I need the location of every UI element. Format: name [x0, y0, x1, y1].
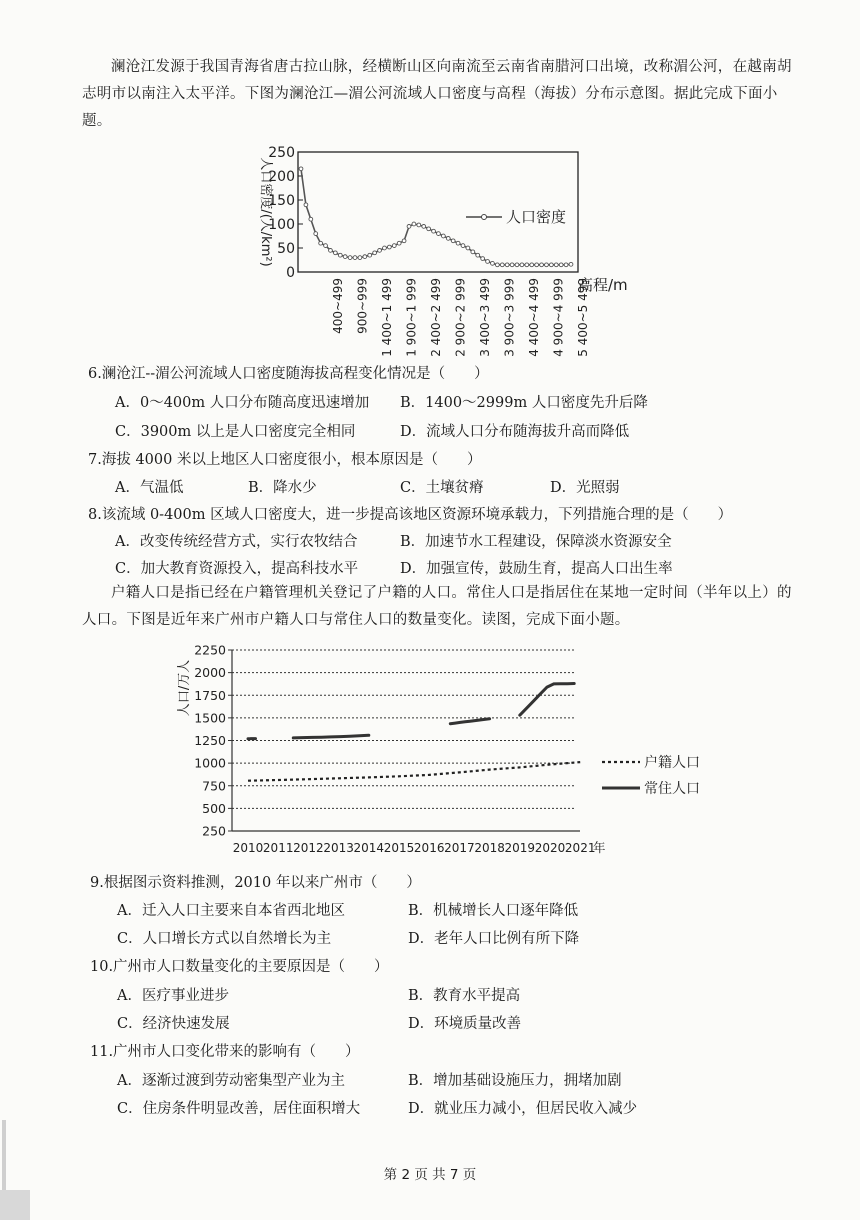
- chart1-data-point: [333, 251, 337, 255]
- q8-option-b[interactable]: B．加速节水工程建设，保障淡水资源安全: [400, 530, 672, 551]
- chart1-data-point: [299, 167, 303, 171]
- chart1-data-point: [343, 255, 347, 259]
- chart1-data-point: [456, 241, 460, 245]
- chart2-xtick-label: 2013: [323, 841, 354, 855]
- chart1-xtick-label: 3 900~3 999: [503, 278, 517, 357]
- chart1-legend-label: 人口密度: [506, 208, 566, 226]
- chart1-data-point: [314, 232, 318, 236]
- chart1-data-point: [520, 263, 524, 267]
- chart1-xtick-label: 2 400~2 499: [429, 278, 443, 357]
- chart1-data-point: [309, 217, 313, 221]
- chart1-data-point: [446, 237, 450, 241]
- chart2-legend-resident-label: 常住人口: [644, 780, 700, 797]
- chart1-data-point: [515, 263, 519, 267]
- chart1-data-point: [304, 203, 308, 207]
- chart2-xticks: [233, 841, 596, 855]
- chart1-data-point: [348, 256, 352, 260]
- q11-stem: 11.广州市人口变化带来的影响有（ ）: [90, 1040, 360, 1061]
- chart2-ytick-label: 1250: [194, 733, 226, 748]
- q8-option-d[interactable]: D．加强宣传，鼓励生育，提高人口出生率: [400, 557, 673, 578]
- q9-option-b[interactable]: B．机械增长人口逐年降低: [408, 899, 578, 920]
- chart2-resident-segment: [520, 684, 574, 716]
- q9-option-d[interactable]: D．老年人口比例有所下降: [408, 927, 579, 948]
- chart2-xtick-label: 2020: [535, 841, 566, 855]
- chart1-data-point: [358, 256, 362, 260]
- q10-option-c[interactable]: C．经济快速发展: [117, 1012, 230, 1033]
- chart1-ytick-label: 150: [268, 193, 295, 209]
- chart2-yticks: [194, 643, 232, 839]
- chart1-data-point: [432, 229, 436, 233]
- chart2-ytick-label: 2000: [194, 665, 226, 680]
- elevation-density-chart: [240, 140, 620, 355]
- chart1-data-point: [353, 256, 357, 260]
- passage-1: 澜沧江发源于我国青海省唐古拉山脉，经横断山区向南流至云南省南腊河口出境，改称湄公河，在越南胡志明市以南注入太平洋。下图为澜沧江—湄公河流域人口密度与高程（海拔）分布示意图。据此完成下面小题。: [82, 54, 806, 135]
- chart1-data-point: [476, 253, 480, 257]
- chart1-data-point: [466, 246, 470, 250]
- chart1-xlabel: 高程/m: [578, 276, 628, 294]
- chart2-resident-segment: [293, 735, 369, 738]
- chart2-xunit: 年: [593, 840, 606, 855]
- chart1-xtick-label: 5 400~5 499: [576, 278, 590, 357]
- chart1-data-point: [427, 227, 431, 231]
- chart1-data-point: [564, 263, 568, 267]
- chart2-xtick-label: 2014: [354, 841, 385, 855]
- chart1-data-point: [397, 241, 401, 245]
- chart1-data-point: [441, 234, 445, 238]
- chart2-ytick-label: 750: [202, 778, 226, 793]
- chart1-data-point: [491, 261, 495, 265]
- chart1-xtick-label: 1 900~1 999: [405, 278, 419, 357]
- q10-option-a[interactable]: A．医疗事业进步: [117, 984, 229, 1005]
- chart1-xtick-label: 3 400~3 499: [478, 278, 492, 357]
- chart2-xtick-label: 2016: [414, 841, 445, 855]
- q7-option-a[interactable]: A．气温低: [115, 476, 183, 497]
- chart1-data-point: [461, 244, 465, 248]
- chart1-legend-marker: [482, 215, 487, 220]
- chart1-data-point: [392, 244, 396, 248]
- chart2-ytick-label: 250: [202, 824, 226, 839]
- chart1-data-point: [412, 222, 416, 226]
- chart1-data-point: [500, 263, 504, 267]
- chart1-data-point: [486, 260, 490, 264]
- guangzhou-population-chart: [170, 640, 730, 865]
- q9-stem: 9.根据图示资料推测，2010 年以来广州市（ ）: [90, 871, 421, 892]
- q9-option-c[interactable]: C．人口增长方式以自然增长为主: [117, 927, 331, 948]
- q10-option-b[interactable]: B．教育水平提高: [408, 984, 520, 1005]
- scan-edge-artifact: [0, 1020, 30, 1220]
- chart1-data-point: [554, 263, 558, 267]
- chart1-data-point: [549, 263, 553, 267]
- q11-option-d[interactable]: D．就业压力减小，但居民收入减少: [408, 1097, 637, 1118]
- chart2-resident-line: [248, 684, 574, 739]
- q10-stem: 10.广州市人口数量变化的主要原因是（ ）: [90, 955, 389, 976]
- chart1-data-point: [378, 249, 382, 253]
- chart2-ytick-label: 1750: [194, 688, 226, 703]
- chart2-xtick-label: 2021: [565, 841, 596, 855]
- chart1-data-point: [530, 263, 534, 267]
- chart2-ylabel: 人口/万人: [177, 660, 192, 716]
- chart1-data-point: [368, 253, 372, 257]
- chart1-data-point: [407, 225, 411, 229]
- chart1-xtick-label: 400~499: [331, 278, 345, 334]
- chart1-xtick-label: 2 900~2 999: [454, 278, 468, 357]
- chart2-resident-segment: [450, 719, 489, 724]
- q11-option-a[interactable]: A．逐渐过渡到劳动密集型产业为主: [117, 1069, 345, 1090]
- passage-2: 户籍人口是指已经在户籍管理机关登记了户籍的人口。常住人口是指居住在某地一定时间（半年以上）的人口。下图是近年来广州市户籍人口与常住人口的数量变化。读图，完成下面小题。: [82, 580, 806, 634]
- chart1-data-point: [481, 257, 485, 261]
- chart1-data-point: [505, 263, 509, 267]
- page-number: 第 2 页 共 7 页: [0, 1163, 860, 1183]
- chart1-xticks: [331, 278, 590, 357]
- chart1-xtick-label: 4 400~4 499: [527, 278, 541, 357]
- chart2-gridlines: [232, 650, 575, 808]
- chart2-xtick-label: 2010: [233, 841, 264, 855]
- chart1-data-point: [383, 246, 387, 250]
- chart1-data-point: [451, 239, 455, 243]
- chart1-data-point: [338, 253, 342, 257]
- chart2-xtick-label: 2011: [263, 841, 294, 855]
- chart1-ytick-label: 100: [268, 217, 295, 233]
- chart1-ylabel: 人口密度/(人/km²): [258, 157, 274, 266]
- chart1-data-point: [422, 225, 426, 229]
- q7-stem: 7.海拔 4000 米以上地区人口密度很小，根本原因是（ ）: [88, 448, 481, 469]
- chart1-data-point: [417, 223, 421, 227]
- chart1-data-point: [402, 239, 406, 243]
- q11-option-c[interactable]: C．住房条件明显改善，居住面积增大: [117, 1097, 360, 1118]
- q7-option-c[interactable]: C．土壤贫瘠: [400, 476, 484, 497]
- q6-option-a[interactable]: A．0～400m 人口分布随高度迅速增加: [115, 391, 369, 412]
- q7-option-d[interactable]: D．光照弱: [550, 476, 620, 497]
- q6-option-c[interactable]: C．3900m 以上是人口密度完全相同: [115, 420, 355, 441]
- chart1-data-point: [324, 244, 328, 248]
- q6-option-b[interactable]: B．1400～2999m 人口密度先升后降: [400, 391, 648, 412]
- chart1-data-point: [387, 245, 391, 249]
- chart2-xtick-label: 2018: [474, 841, 505, 855]
- chart2-xtick-label: 2019: [505, 841, 536, 855]
- q7-option-b[interactable]: B．降水少: [248, 476, 317, 497]
- chart1-ytick-label: 0: [286, 265, 295, 281]
- q11-option-b[interactable]: B．增加基础设施压力，拥堵加剧: [408, 1069, 622, 1090]
- chart2-xtick-label: 2017: [444, 841, 475, 855]
- chart1-ytick-label: 200: [268, 169, 295, 185]
- chart2-xtick-label: 2012: [293, 841, 324, 855]
- chart1-data-point: [471, 250, 475, 254]
- chart2-registered-line: [248, 762, 580, 781]
- chart1-data-point: [569, 262, 573, 266]
- chart2-xtick-label: 2015: [384, 841, 415, 855]
- chart2-legend-registered-label: 户籍人口: [644, 755, 700, 771]
- chart1-data-point: [540, 263, 544, 267]
- chart1-data-point: [510, 263, 514, 267]
- q6-stem: 6.澜沧江--湄公河流域人口密度随海拔高程变化情况是（ ）: [88, 362, 489, 383]
- chart2-ytick-label: 1500: [194, 710, 226, 725]
- q8-option-a[interactable]: A．改变传统经营方式，实行农牧结合: [115, 530, 357, 551]
- chart2-ytick-label: 2250: [194, 643, 226, 658]
- chart2-ytick-label: 500: [202, 801, 226, 816]
- chart1-data-point: [545, 263, 549, 267]
- q9-option-a[interactable]: A．迁入人口主要来自本省西北地区: [117, 899, 345, 920]
- chart2-ytick-label: 1000: [194, 756, 226, 771]
- chart1-data-point: [329, 249, 333, 253]
- chart1-data-point: [559, 263, 563, 267]
- chart1-data-point: [525, 263, 529, 267]
- chart1-data-point: [495, 263, 499, 267]
- chart1-xtick-label: 1 400~1 499: [380, 278, 394, 357]
- chart1-data-point: [363, 255, 367, 259]
- q8-stem: 8.该流域 0-400m 区域人口密度大，进一步提高该地区资源环境承载力，下列措施合理的是（ ）: [88, 503, 732, 524]
- chart1-data-point: [373, 251, 377, 255]
- chart1-data-point: [437, 232, 441, 236]
- chart1-xtick-label: 4 900~4 999: [552, 278, 566, 357]
- q10-option-d[interactable]: D．环境质量改善: [408, 1012, 521, 1033]
- chart1-ytick-label: 250: [268, 145, 295, 161]
- chart1-data-point: [319, 241, 323, 245]
- chart1-xtick-label: 900~999: [356, 278, 370, 334]
- q6-option-d[interactable]: D．流域人口分布随海拔升高而降低: [400, 420, 629, 441]
- chart1-data-point: [535, 263, 539, 267]
- chart1-ytick-label: 50: [277, 241, 295, 257]
- q8-option-c[interactable]: C．加大教育资源投入，提高科技水平: [115, 557, 358, 578]
